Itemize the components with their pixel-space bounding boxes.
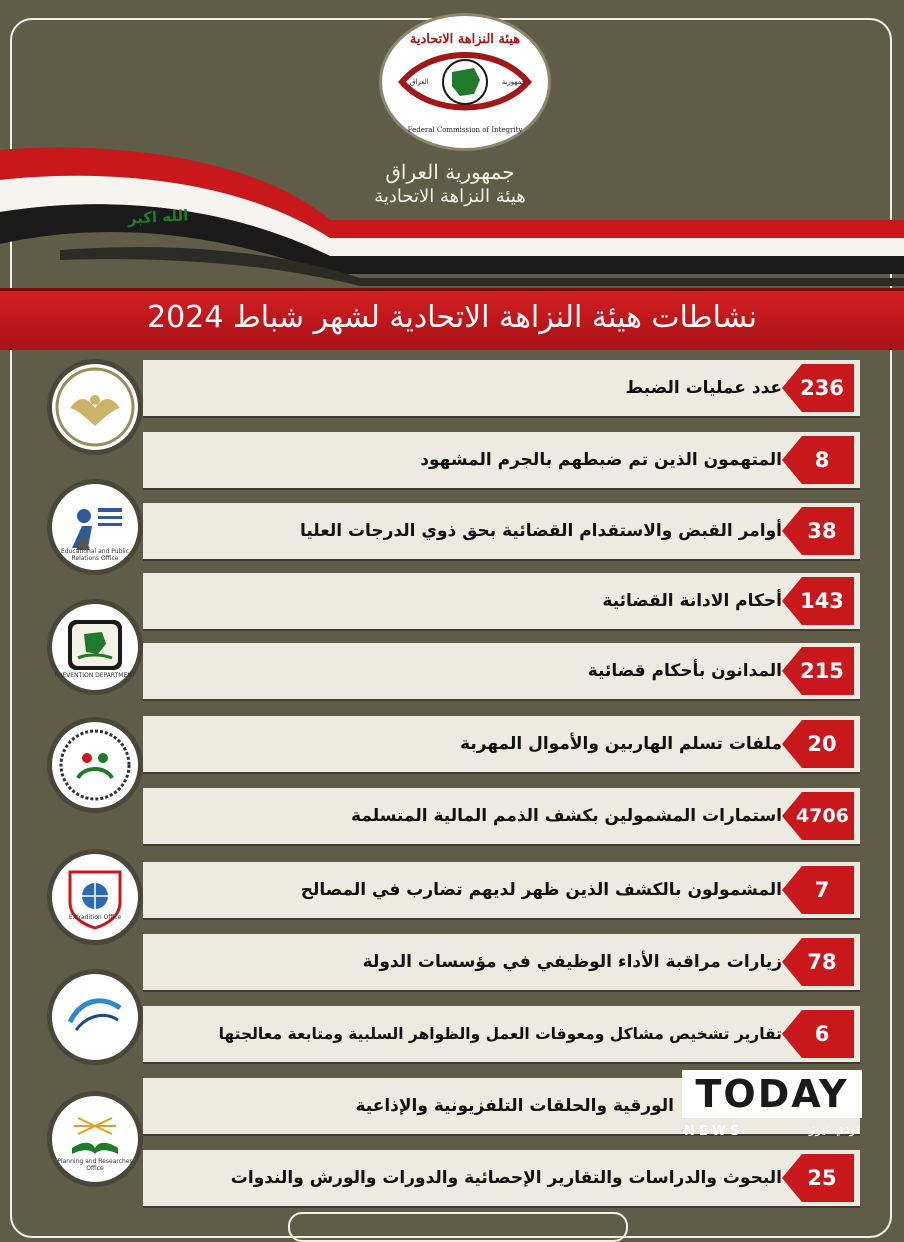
- stat-label: البحوث والدراسات والتقارير الإحصائية والدورات والورش والندوات: [230, 1168, 782, 1188]
- stat-badge: [782, 647, 854, 695]
- stat-value: 8: [814, 448, 830, 472]
- emblem-7: [52, 1096, 138, 1182]
- stat-value: 20: [807, 732, 837, 756]
- emblem-2: [52, 484, 138, 570]
- stat-badge: [782, 1154, 854, 1202]
- stat-badge: [782, 436, 854, 484]
- emblem-4: [52, 722, 138, 808]
- stat-label: تقارير تشخيص مشاكل ومعوقات العمل والظواهر السلبية ومتابعة معالجتها: [218, 1025, 782, 1043]
- stat-value: 25: [807, 1166, 837, 1190]
- stat-badge: [782, 577, 854, 625]
- page-title: نشاطات هيئة النزاهة الاتحادية لشهر شباط 2024: [147, 300, 757, 335]
- emblem-3-caption: PREVENTION DEPARTMENT: [54, 672, 136, 679]
- stat-badge: [782, 866, 854, 914]
- header-commission: هيئة النزاهة الاتحادية: [374, 186, 526, 207]
- stat-label: استمارات المشمولين بكشف الذمم المالية المتسلمة: [351, 806, 782, 826]
- globe-shield-emblem-icon: [52, 854, 138, 940]
- stat-value: 7: [814, 878, 830, 902]
- footer-pill: [288, 1212, 628, 1242]
- stat-value: 4706: [796, 805, 849, 827]
- logo-left-word: العراق: [410, 78, 429, 86]
- emblem-6: [52, 974, 138, 1060]
- stat-row-6: [143, 716, 860, 772]
- stat-badge: [782, 792, 854, 840]
- stat-row-8: [143, 862, 860, 918]
- stat-label: أحكام الادانة القضائية: [602, 591, 782, 611]
- stat-value: 215: [800, 659, 844, 683]
- emblem-3: [52, 604, 138, 690]
- logo-arabic-name: هيئة النزاهة الاتحادية: [409, 32, 521, 47]
- stat-label: ملفات تسلم الهاربين والأموال المهربة: [460, 734, 782, 754]
- watermark-news: NEWS: [684, 1124, 744, 1139]
- stat-label: الورقية والحلقات التلفزيونية والإذاعية: [355, 1096, 674, 1116]
- header-country: جمهورية العراق: [385, 160, 515, 184]
- stat-label: المدانون بأحكام قضائية: [587, 661, 782, 681]
- watermark-brand: TODAY: [695, 1072, 849, 1116]
- stat-row-12: [143, 1150, 860, 1206]
- stat-value: 6: [814, 1022, 830, 1046]
- emblem-5: [52, 854, 138, 940]
- watermark-news-arabic: تودي نيوز: [809, 1122, 860, 1137]
- today-news-watermark: [682, 1070, 862, 1148]
- flag-takbir-text: الله اكبر: [127, 206, 189, 228]
- stat-badge: [782, 364, 854, 412]
- stat-label: المتهمون الذين تم ضبطهم بالجرم المشهود: [420, 450, 782, 470]
- stat-row-4: [143, 573, 860, 629]
- emblem-5-caption: Extradition Office: [68, 914, 122, 921]
- stat-label: أوامر القبض والاستقدام القضائية بحق ذوي الدرجات العليا: [299, 521, 782, 541]
- stat-value: 78: [807, 950, 837, 974]
- stat-badge: [782, 938, 854, 986]
- eagle-emblem-icon: [52, 364, 138, 450]
- stat-row-1: [143, 360, 860, 416]
- stat-badge: [782, 1010, 854, 1058]
- stat-row-10: [143, 1006, 860, 1062]
- stat-row-2: [143, 432, 860, 488]
- people-map-emblem-icon: [52, 722, 138, 808]
- stat-row-3: [143, 503, 860, 559]
- emblem-1: [52, 364, 138, 450]
- stat-label: زيارات مراقبة الأداء الوظيفي في مؤسسات الدولة: [362, 952, 782, 972]
- stat-badge: [782, 720, 854, 768]
- emblem-2-caption: Educational and Public Relations Office: [60, 548, 130, 562]
- stat-row-9: [143, 934, 860, 990]
- stat-value: 143: [800, 589, 844, 613]
- stat-row-7: [143, 788, 860, 844]
- stat-row-5: [143, 643, 860, 699]
- emblem-7-caption: Planning and Researches Office: [57, 1158, 133, 1172]
- stat-value: 236: [800, 376, 844, 400]
- wave-emblem-icon: [52, 974, 138, 1060]
- commission-logo: [382, 16, 548, 148]
- stat-value: 38: [807, 519, 837, 543]
- logo-english-name: Federal Commission of Integrity: [407, 126, 523, 134]
- stat-label: المشمولون بالكشف الذين ظهر لديهم تضارب في المصالح: [300, 880, 782, 900]
- stat-label: عدد عمليات الضبط: [625, 378, 782, 398]
- logo-right-word: جمهورية: [501, 78, 526, 86]
- stat-badge: [782, 507, 854, 555]
